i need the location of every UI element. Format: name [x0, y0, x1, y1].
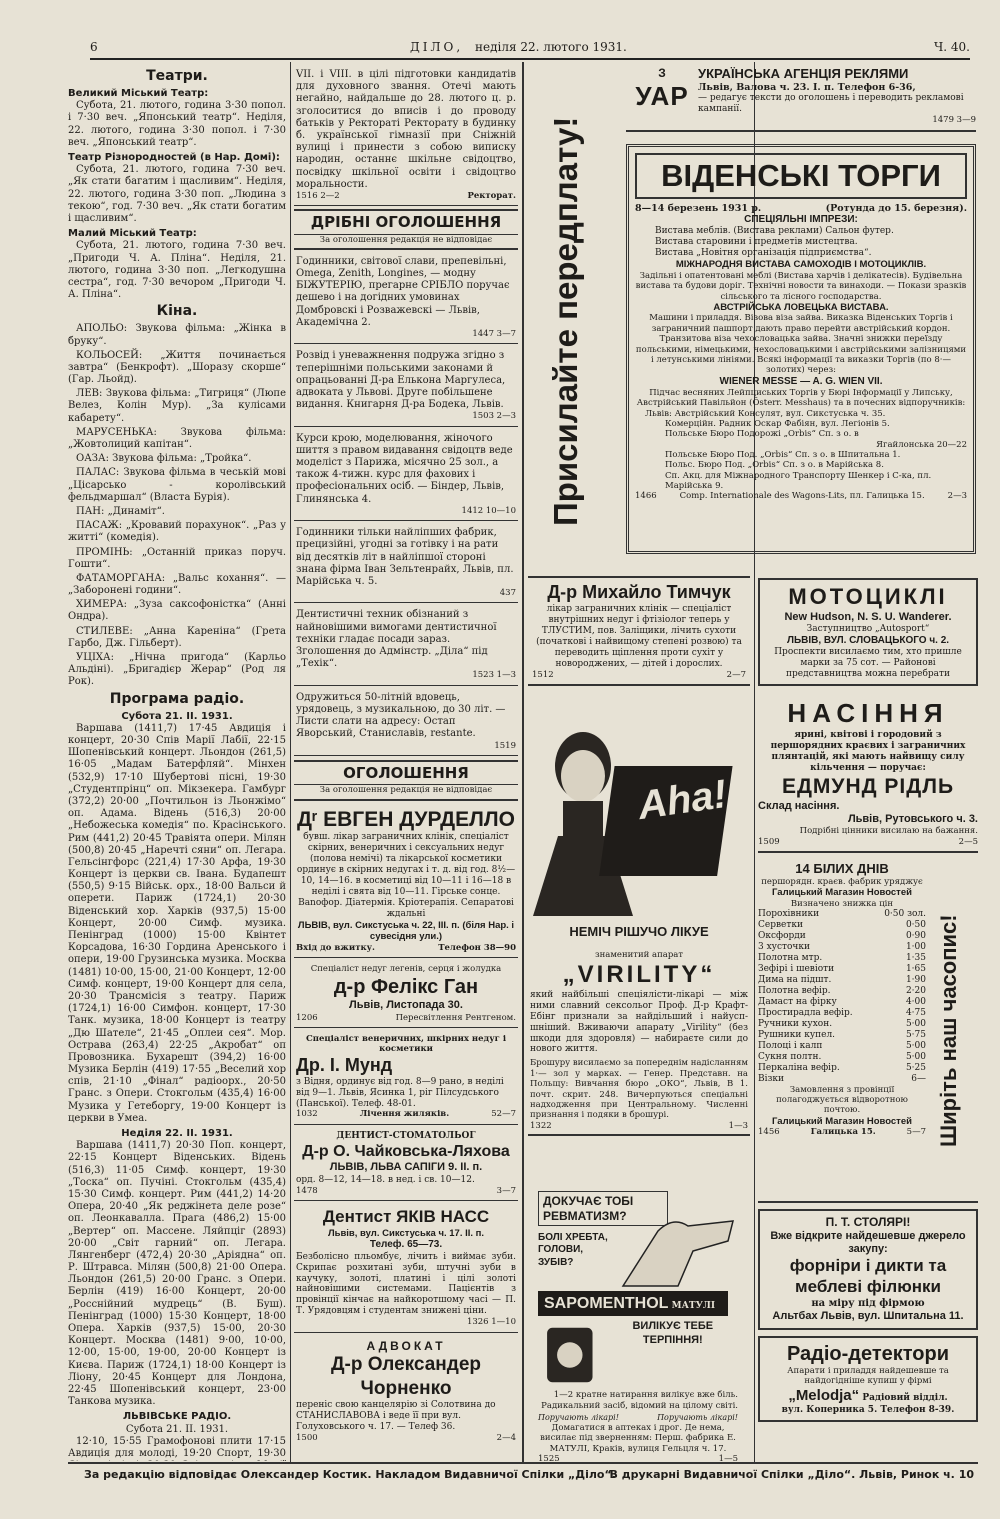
small-ad: [294, 430, 518, 521]
page-number: 6: [90, 40, 98, 54]
agency-name: УКРАЇНСЬКА АГЕНЦІЯ РЕКЛЯМИ: [698, 66, 909, 81]
lviv-radio-schedule: 12·10, 15·55 Грамофонові плити 17·15 Авдиція для молоді, 19·20 Спорт, 19·30: [68, 1435, 286, 1459]
ad-number: 1412 10—10: [461, 505, 516, 516]
brand-banner: [538, 1291, 728, 1317]
price-row: [758, 997, 926, 1008]
cinema-item: КОЛЬОСЕЙ: „Життя починається завтра“ (Бенкрофт). „Шоразу скорше“ (Гар. Льойд).: [68, 349, 286, 386]
theatre-schedule: Субота, 21. лютого, година 3·30 попол. і 7·30 веч. „Японський театр“. Неділя, 22. лютого, година 3·30 попол. і 7·30 веч. „Японський театр“.: [68, 100, 286, 148]
jar-icon: [538, 1320, 602, 1390]
notice-text: VII. і VIII. в цілі підготовки кандидатів для духовного звання. Отечі мають негайно, найдальше до 28. лютого ц. р. зголоситися до вписів і до проводу батьків у Ректораті Ректорату в будинку б. української гімназії при Сніжній вулиці і принести з собою виписку народин, останнє шкільне свідоцтво, посвідку шкільної освіти і свідоцтво моральности.: [296, 69, 516, 190]
small-ad-text: Курси крою, моделювання, жіночого шиття з правом видавання свідоцтв веде моделіст з Парижа, місячно 25 зол., а також 4-тижн. курс для фахових і професіональних осіб. — Біндер, Львів, Глинянська 4.: [296, 432, 513, 505]
item-name: Дамаст на фірку: [758, 996, 837, 1007]
item-price: 2·20: [905, 985, 926, 996]
item-price: 6—: [911, 1073, 926, 1084]
doctor-specialty: ДЕНТИСТ-СТОМАТОЛЬОГ: [336, 1130, 476, 1141]
item-price: 5·00: [905, 1018, 926, 1029]
ad-number: 437: [499, 588, 516, 599]
ad-number: 1512: [532, 669, 554, 680]
notice-signature: Ректорат.: [467, 190, 516, 201]
item-name: Рушники купел.: [758, 1029, 836, 1040]
item-price: 4·00: [905, 996, 926, 1007]
virility-ad: [528, 706, 750, 951]
white-days-ad: [758, 857, 978, 1203]
theatre-name: Театр Різнородностей (в Нар. Домі):: [68, 152, 280, 164]
ad-number: 1516 2—2: [296, 190, 340, 201]
price-row: [758, 909, 926, 920]
theatre-schedule: Субота, 21. лютого, година 7·30 веч. „Як стати багатим і щасливим“. Неділя, 22. лютого, година 3·30 поп. „Людина з текою“, год. 7·30 веч. „Як стати богатим і щасливим“.: [68, 164, 286, 224]
fair-hunt: АВСТРІЙСЬКА ЛОВЕЦЬКА ВИСТАВА.: [713, 301, 889, 313]
ad-subheading: знаменитий апарат: [594, 950, 684, 960]
doctor-specialty: Спеціаліст недуг легенів, серця і жолудка: [310, 964, 502, 975]
small-ad: [294, 606, 518, 685]
ad-heading: НЕМІЧ РІШУЧО ЛІКУЕ: [569, 924, 709, 940]
theatres-title: Театри.: [146, 68, 208, 84]
ad-number: 1466: [635, 491, 657, 502]
veneer-head: П. Т. СТОЛЯРІ!: [825, 1215, 911, 1230]
veneer-ad: [758, 1209, 978, 1330]
moto-text: Проспекти висилаємо тим, хто пришле марки за 75 сот. — Районові представництва можна перебрати: [774, 647, 962, 680]
ad-number: 3—7: [496, 1185, 516, 1196]
radio-address: вул. Коперника 5. Телефон 8-39.: [781, 1404, 955, 1415]
seeds-name: ЕДМУНД РІДЛЬ: [781, 774, 955, 798]
hand-illustration: [618, 1211, 738, 1291]
ad-text: переніс свою канцелярію зі Солотвина до СТАНИСЛАВОВА і веде її при вул. Голуховського ч. 17. — Телеф 36.: [296, 1399, 496, 1432]
ad-number: 2—7: [726, 669, 746, 680]
item-price: 0·50: [905, 920, 926, 931]
wd-text: Замовлення з провінції полагоджується відворотною почтою.: [776, 1084, 908, 1116]
ad-number: 1503 2—3: [472, 411, 516, 422]
small-ads-disclaimer: За оголошення редакція не відповідає: [294, 235, 518, 250]
aha-text: Aha!: [635, 772, 730, 828]
price-row: [758, 1041, 926, 1052]
seeds-text: ярині, квітові і городовий з першорядних краєвих і заграничних плянтацій, які мають найвищу силу кільчення — поручає:: [770, 730, 966, 773]
column-1: [68, 66, 286, 1461]
ad-address: ЛЬВІВ, вул. Сикстуська ч. 22, ІІІ. п. (біля Нар. і сувесідня ули.): [297, 919, 515, 943]
mund-ad: [294, 1031, 518, 1125]
ad-text: лікар заграничних клінік — спеціаліст внутрішних недуг і фтізіолог теперь у ТЛУСТИМ, пов. Заліщики, лічить сухоти (початкові і найвищому степені розвою) та переводить щіплення проти сухіт у новороджених, — дітей і дорослих.: [536, 603, 742, 669]
tymchuk-ad: [528, 576, 750, 686]
ad-number: 1456: [758, 1127, 780, 1138]
radio-title: Радіо-детектори: [786, 1342, 950, 1365]
radio-schedule: Варшава (1411,7) 17·45 Авдиція і концерт, 20·30 Спів Марії Лабії, 22·15 Шопенівський концерт. Льондон (261,5) 16·05 „Мадам Батерфляй“. Мінхен (532,9) 17·10 Шубертові пісні, 19·30 „Студентпрінц“ оп. Мікзекера. Гамбург (372,2) 20·00 „Почтильон із Льонжімо“ оп. Адама. Відень (516,3) 20·00 „Небожеська комедія“ по. Красінського. Рим (441,2) 20·45 Травіята опери. Мілян (500,8) 20·45 „Наречті сяни“ оп. Легара. Гельсінгфорс (221,4) 17·30 Арфа, 19·30 Концерт із церкви св. Івана. Будапешт (550,5) 9·15 Військ. орх., 18·00 Вальси й оперети. Париж (1724,1) 20·30 Віденський хор. Харків (937,5) 15·00 Концерт, 20·00 Симф. музика. Пенінград (1000) 15·00 Квінтет Корсадова, 16·30 Гордина Аренського і опери, 19·00 Грузинська музика. Москва (1481) 10·00, 15·00, 21·00 Концерт, 12·00 Симф. концерт, 19·00 Концерт для села, 20·30 Трансмісія з театру. Париж (1724,1) 16·00 Симфон. концерт, 17·30 Танк. музика, 18·00 Концерт із театру „Дю Шателе“, 21·45 „Оплеи сея“. Мор. Острава (263,4) 22·25 „Акробат“ оп Провозника. Бухарешт (394,2) 16·00 Музика Берлін (419) 17·55 „Веселий хор спів, 21·10 „Фінал“ радіоорх., 20·50 Гранс. з Опери. Стокгольм (435,4) 16·00 Музика у Гетеборгу, 19·00 Концерт із церкви в Умеа.: [68, 722, 286, 1124]
cinema-title: Кіна.: [156, 303, 198, 320]
fair-text: Задільні і опатентовані меблі (Вистава харчів і делікатесів). Будівельна вистава та будови доріг. Технічні новости та винаходи. — Покази зразків сільського та лісного господарства.: [635, 270, 967, 302]
price-row: [758, 953, 926, 964]
brand-name: SAPOMENTHOL: [544, 1294, 669, 1312]
fair-text: Підчас весняних Лейпциських Торгів у Бюрі Інформації у Липську, Австрійський Павільйон (Österr. Messhaus) та в почесних відпоручників:: [636, 387, 966, 409]
small-ads-title: ДРІБНІ ОГОЛОШЕННЯ: [294, 209, 518, 234]
cinema-item: ПАСАЖ: „Кровавий порахунок“. „Раз у житті“ (комедія).: [68, 520, 286, 544]
fair-office: Польс. Бюро Под. „Orbis“ Сп. з о. в Марійська 8.: [665, 460, 884, 471]
wd-store: Галицький Магазин Новостей: [772, 1115, 912, 1127]
agency-logo-mark: З: [658, 66, 666, 80]
wd-note: Визначено знижка цін: [790, 898, 894, 909]
fair-wagons: Comp. Internationale des Wagons-Lits, пл. Галицька 15.: [679, 491, 925, 502]
price-row: [758, 920, 926, 931]
small-ad: [294, 253, 518, 344]
item-price: 1·90: [905, 975, 926, 985]
ad-address: ЛЬВІВ, ЛЬВА САПІГИ 9. ІІ. п.: [329, 1161, 483, 1174]
chaikovska-ad: [294, 1128, 518, 1201]
agency-text: — редагує тексти до оголошень і переводить рекламові кампанії.: [698, 93, 964, 115]
issue-date: неділя 22. лютого 1931.: [475, 40, 627, 54]
theatre-schedule: Субота, 21. лютого, година 7·30 веч. „Пригоди Ч. А. Пліна“. Неділя, 21. лютого, година 3·30 поп. „Легкодушна сестра“, год. 7·30 вечором „Пригоди Ч. А. Пліна“.: [68, 240, 286, 301]
ad-text: Безболісно пльомбує, лічить і виймає зуби. Скрипає розхитані зуби, штучні зуби в каучуку, золоті, платині і цілі золоті найновішими системами. Пацієнтів з провінції кінчає на найкоротшому часі — П. Т. Урядовцям і студентам знижені ціни.: [296, 1251, 516, 1317]
item-name: Зефірі і шевіoти: [758, 964, 835, 975]
price-row: [758, 1063, 926, 1074]
ad-text: Домагатися в аптеках і дрог. Де нема, висилає під зверненням: Перш. фабрика Е. МАТУЛІ, Краків, вулиця Гельцля ч. 17.: [540, 1422, 736, 1454]
masthead: ДІЛО,: [410, 40, 464, 54]
fair-special: СПЕЦІЯЛЬНІ ІМПРЕЗИ:: [744, 214, 858, 226]
ad-number: 1519: [494, 740, 516, 751]
fair-rotunda: (Ротунда до 15. березня).: [825, 202, 967, 214]
page-header: [90, 38, 970, 58]
radio-title: Програма радіо.: [109, 690, 245, 707]
item-name: Серветки: [758, 920, 803, 931]
small-ad-text: Годинники, світової слави, препевільні, Omega, Zenith, Longines, — модну БІЖУТЕРІЮ, прегарне СРІБЛО поручає дешево і на догідних умовинах Домбровскі і Розважевскі — Львів, Академічна 2.: [296, 255, 510, 328]
ad-note: Вхід до вжитку.: [296, 943, 375, 954]
fair-text: Машини і приладдя. Візова віза зайва. Виказка Віденських Торгів і заграничний пашпорт дають право перейти австрійський кордон. Транзитова віза чехословацька зайва. Значні знижки переїзду польськими, німецькими, чехословацькими і австрійськими залізницями і летунськими лініями. Всякі інформації та виказки Торгів (по 8·— золотих) через:: [635, 313, 967, 376]
theatre-name: Великий Міський Театр:: [68, 88, 209, 100]
price-row: [758, 964, 926, 975]
doctor-name: д-р Фелікс Ган: [333, 975, 479, 998]
sapomenthol-ad: [538, 1191, 738, 1466]
price-row: [758, 942, 926, 953]
nass-ad: [294, 1204, 518, 1333]
item-price: 5·25: [905, 1062, 926, 1073]
item-price: 0·50 зол.: [884, 909, 926, 920]
lawyer-name: Д-р Олександер Чорненко: [331, 1354, 481, 1399]
ad-text: Брошуру висилаємо за попереднім надісланням 1·— зол у марках. — Генер. Представн. на Польщу: Вивчання бюро „ОКО“, Львів, В 1. почт. скрит. 248. Вичерпуються спеціальні надходження при Центральному. Численні признання і подяки в брошурі.: [530, 1058, 748, 1121]
ad-number: 1326 1—10: [466, 1317, 516, 1328]
ad-number: 2—3: [947, 491, 967, 502]
doctor-specialty: Спеціаліст венеричних, шкірних недуг і косметики: [305, 1033, 507, 1055]
cinema-item: ОАЗА: Звукова фільма: „Тройка“.: [76, 453, 252, 465]
seeds-address: Львів, Рутовського ч. 3.: [847, 812, 978, 825]
ad-address: Львів, вул. Сикстуська ч. 17. ІІ. п.: [327, 1227, 485, 1239]
seeds-text: Подрібні цінники висилаю на бажання.: [799, 826, 978, 837]
fair-office: Ягайлонська 20—22: [876, 439, 967, 450]
column-4: [758, 578, 978, 1468]
lviv-radio-title: ЛЬВІВСЬКЕ РАДІО.: [122, 1411, 232, 1423]
ad-subheading: БОЛІ ХРЕБТА, ГОЛОВИ, ЗУБІВ?: [538, 1232, 608, 1268]
item-price: 4·75: [905, 1007, 926, 1018]
wd-sub: першорядн. краєв. фабрик уряджує: [761, 876, 923, 887]
seeds-title: НАСІННЯ: [787, 698, 949, 729]
price-row: [758, 1074, 926, 1085]
fair-title: ВІДЕНСЬКІ ТОРГИ: [635, 153, 967, 199]
fair-office: Сп. Акц. для Міжнародного Транспорту Шенкер і С-ка, пл. Марійська 9.: [665, 470, 932, 492]
ad-number: 1—5: [718, 1453, 738, 1464]
fair-office: Польське Бюро Под. „Orbis“ Сп. з о. в Шпитальна 1.: [665, 449, 901, 460]
subscription-slogan: Присилайте передплату!: [547, 116, 584, 526]
cinema-item: ФАТАМОРГАНА: „Вальс кохання“. — „Заборонені години“.: [68, 572, 286, 597]
ad-text: з Відня, ординує від год. 8—9 рано, в неділі від 9—1. Львів, Ясинка 1, ріг Пілсудського (Панської). Телеф. 48-01.: [296, 1076, 504, 1109]
small-ad-text: Годинники тільки найліпших фабрик, прецизійні, угодні за готівку і на рати від десятків літ в найліпшої стороні знана фірма Іван Зельтенрайх, Львів, пл. Марійська ч. 5.: [296, 527, 514, 587]
radio-text: Апарати і приладдя найдешевше та найдогідніше купиш у фірмі: [787, 1365, 949, 1387]
radio-date: Субота 21. II. 1931.: [121, 710, 233, 722]
price-row: [758, 1052, 926, 1063]
gan-ad: [294, 961, 518, 1028]
ad-slogan: ВИЛІКУЄ ТЕБЕ ТЕРПІННЯ!: [632, 1320, 714, 1346]
ad-number: 2—4: [496, 1432, 516, 1443]
small-ad-text: Розвід і уневажнення подружа згідно з теперішніми польськими законами й опрацьованні Д-ра Ельконa Маргулеса, адвоката у Львові. Друге побільшене видання. Книгарня Д-ра Бодека, Львів.: [296, 350, 506, 411]
vienna-fair-ad: [626, 144, 976, 554]
price-row: [758, 1030, 926, 1041]
price-row: [758, 986, 926, 997]
moto-address: ЛЬВІВ, ВУЛ. СЛОВАЦЬКОГО ч. 2.: [786, 635, 950, 647]
fair-dates: 8—14 березень 1931 р.: [635, 202, 762, 214]
ads-disclaimer: За оголошення редакція не відповідає: [294, 785, 518, 800]
agency-address: Львів, Валова ч. 23. І. п. Телефон 6-36,: [698, 81, 916, 93]
virility-text: [528, 950, 750, 1136]
cinema-item: ХИМЕРА: „Зуза саксофоністка“ (Анні Ондра).: [68, 599, 286, 623]
ad-hours: орд. 8—12, 14—18. в нед. і св. 10—12.: [296, 1174, 475, 1185]
ad-number: 1525: [538, 1453, 560, 1464]
cinema-item: АПОЛЬО: Звукова фільма: „Жінка в брукy“.: [68, 323, 286, 347]
fair-messe: WIENER MESSE — A. G. WIEN VII.: [719, 375, 883, 387]
item-price: 5·00: [905, 1051, 926, 1062]
cinema-item: СТИЛЕВЕ: „Анна Кареніна“ (Грета Гарбо, Дж. Гільберт).: [68, 625, 286, 649]
agency-logo: УАР: [635, 80, 689, 111]
wd-price-list: [758, 909, 926, 1085]
column-2: [294, 66, 518, 1461]
price-row: [758, 975, 926, 986]
durdello-ad: [294, 804, 518, 959]
item-name: Візки: [758, 1073, 785, 1084]
price-row: [758, 1008, 926, 1019]
doctor-name: Др. І. Мунд: [296, 1054, 393, 1075]
ad-address: Львів, Листопада 30.: [349, 999, 463, 1012]
radio-firm: „Melodja“: [788, 1386, 860, 1404]
moto-ad: [758, 578, 978, 686]
spread-slogan: Ширіть наш часопис!: [936, 914, 961, 1148]
product-name: „VIRILITY“: [562, 961, 716, 989]
doctor-name: Д-р Михайло Тимчук: [547, 582, 731, 602]
seminary-notice: [294, 66, 518, 206]
doctor-name: Дʳ ЕВГЕН ДУРДЕЛЛО: [297, 807, 515, 831]
ad-recommend: Поручають лікарі!: [657, 1413, 738, 1423]
radio-schedule: Варшава (1411,7) 20·30 Поп. концерт, 22·15 Концерт Віденських. Відень (516,3) 11·05 Симф. концерт, 19·30 „Тоска“ оп. Пучіні. Стокгольм (435,4) 15·30 Симф. концерт. Рим (441,2) 14·20 Опера, 20·40 „Як реджінета деле розе“ оп. Леонкавалла. Прага (486,2) 15·00 „Вертер“ оп. Массене. Ляйпціг (2893) 20·00 „Світ гарний“ оп. Легара. Лянгенберг (472,4) 20·30 „Аріядна“ оп. Р. Штравса. Мілян (500,8) 21·00 Опера. Льондон (261,5) 20·00 Гранс. з Опери. Берлін (419) 16·00 Концерт, 20·00 „Росснійний мудрець“ (В. Буш). Пенінград (1000) 15·30 Концерт, 18·00 Опера. Харків (937,5) 15·00, 20·30 Концерт. Москва (1481) 9·00, 10·00, 12·00, 15·00, 19·00, 20·00 Концерт із Києва. Париж (1724,1) 18·00 Концерт із Ліону, 20·45 Концерт для Лондона, 22·45 Шопенівський концерт, 23·00 Танкова музика.: [68, 1140, 286, 1408]
item-name: Дима на підшт.: [758, 975, 832, 985]
item-price: 1·65: [905, 964, 926, 975]
ad-note: Лічення жиляків.: [359, 1109, 450, 1120]
advocate-ad: [294, 1336, 518, 1447]
item-price: 1·00: [905, 942, 926, 953]
dentist-name: Дентист ЯКІВ НАСС: [322, 1207, 490, 1227]
ads-title: ОГОЛОШЕННЯ: [294, 760, 518, 785]
item-name: 3 хусточки: [758, 942, 810, 953]
item-name: Полотна вефір.: [758, 985, 831, 996]
fair-office: Комерційн. Радник Оскар Фабіян, вул. Легіонів 5.: [665, 418, 890, 429]
wd-title: 14 БІЛИХ ДНІВ: [795, 861, 889, 877]
ad-number: 1322: [530, 1120, 552, 1131]
item-name: Порохівники: [758, 909, 820, 920]
lviv-radio-date: Субота 21. II. 1931.: [125, 1423, 229, 1435]
item-name: Оксфорди: [758, 931, 806, 942]
ad-number: 1523 1—3: [472, 670, 516, 681]
small-ad-text: Дентистичні техник обізнаний з найновішими вимогами дентистичної техніки гладає посади зараз. Зголошення до Адмінстр. „Діла“ під „Техік“.: [296, 609, 497, 670]
ad-number: 1478: [296, 1185, 318, 1196]
ad-text: 1—2 кратне натирання вилікує вже біль. Радикальний засіб, відомий на цілому світі.: [541, 1390, 738, 1411]
fair-item: Виставa меблів. (Вистава реклами) Сальон футер.: [655, 226, 894, 237]
ad-number: 1509: [758, 836, 780, 847]
ad-number: 1032: [296, 1109, 318, 1120]
wd-store: Галицький Магазин Новостей: [772, 887, 912, 899]
ad-phone: Телефон 38—90: [438, 943, 516, 954]
theatre-name: Малий Міський Театр:: [68, 228, 197, 240]
ad-number: 5—7: [906, 1127, 926, 1138]
ad-heading: АДВОКАТ: [366, 1338, 446, 1353]
ad-text: який найбільші спеціялісти-лікарі — між ними славний сексольог Проф. Д-р Крафт-Ебінг признали за найдільший і найусп-шніший. Вживаючи апарату „Virility“ (без шкоди для здоровля) — набираєте сили до нового життя.: [530, 989, 748, 1055]
small-ad-text: Одружиться 50-літній вдовець, урядовець, з музикальною, до 30 літ. — Листи слати на адресу: Остап Яворський, Станиславів, restante.: [296, 691, 506, 740]
ad-note: Пересвітлення Рентгеном.: [395, 1012, 516, 1023]
veneer-q: Вже відкрите найдешевше джерело закупу:: [770, 1229, 966, 1256]
ad-number: 1500: [296, 1432, 318, 1443]
footer-printer: В друкарні Видавничої Спілки „Діло“. Львів, Ринок ч. 10: [609, 1468, 974, 1481]
ad-recommend: Поручають лікарі!: [538, 1413, 619, 1423]
item-price: 0·90: [905, 931, 926, 942]
small-ad: [294, 347, 518, 426]
brand-maker: МАТУЛІ: [671, 1300, 716, 1311]
cinema-item: ПРОМІНЬ: „Останній приказ поруч. Гошти“.: [68, 546, 286, 570]
ad-number: 1—3: [728, 1120, 748, 1131]
ad-number: 2—5: [958, 836, 978, 847]
fair-office: Польське Бюро Подорожі „Orbis“ Сп. з о. в: [665, 429, 859, 440]
fair-office: Львів: Австрійський Консулят, вул. Сикстуська ч. 35.: [645, 408, 886, 419]
ad-number: 1447 3—7: [472, 329, 516, 340]
fair-item: Вистава „Новітня організація підприємства“.: [655, 248, 872, 259]
wd-address: Галицька 15.: [810, 1127, 876, 1138]
item-price: 5·00: [905, 1040, 926, 1051]
item-name: Полоці і калп: [758, 1040, 823, 1051]
seeds-store: Склад насіння.: [758, 799, 840, 812]
small-ad: [294, 689, 518, 756]
price-row: [758, 931, 926, 942]
radio-dept: Радіовий відділ.: [862, 1392, 948, 1403]
ua-agency-ad: [626, 66, 976, 571]
cinema-item: ПАЛАС: Звукова фільма в чеській мові „Цісарсько - королівський фельдмаршал“ (Влаcта Бурія).: [68, 467, 286, 503]
radio-date: Неділя 22. II. 1931.: [121, 1128, 233, 1140]
veneer-goods: форніри і дикти та меблеві філюнки: [789, 1256, 947, 1297]
veneer-firm: Альтбах Львів, вул. Шпитальна 11.: [772, 1310, 964, 1323]
ad-number: 1479 3—9: [932, 115, 976, 126]
cinema-item: ПАН: „Динаміт“.: [76, 505, 165, 517]
item-name: Простирадла вефір.: [758, 1007, 853, 1018]
fair-moto: МІЖНАРОДНЯ ВИСТАВА САМОХОДІВ І МОТОЦИКЛІВ.: [675, 259, 927, 271]
seeds-ad: [758, 694, 978, 853]
item-name: Перкалінa вефір.: [758, 1062, 840, 1073]
ad-phone: Телеф. 65—73.: [369, 1239, 443, 1251]
item-price: 5·75: [905, 1029, 926, 1040]
radio-ad: [758, 1336, 978, 1422]
ad-heading: ДОКУЧАЄ ТОБІ РЕВМАТИЗМ?: [538, 1191, 668, 1226]
cinema-item: УЦІХА: „Нічна пригода“ (Карльо Альдіні). „Бригадієр Жерар“ (Род ля Рок).: [68, 652, 286, 688]
ad-number: 1206: [296, 1012, 318, 1023]
fair-item: Вистава старовини і предметів мистецтва.: [655, 237, 858, 248]
item-name: Сукня полтн.: [758, 1051, 822, 1062]
issue-number: Ч. 40.: [934, 40, 970, 54]
ad-number: 52—7: [491, 1109, 516, 1120]
moto-agent: Заступництво „Autosport“: [806, 624, 930, 635]
item-name: Ручники кухон.: [758, 1018, 833, 1029]
item-name: Полотна мтр.: [758, 953, 823, 964]
price-row: [758, 1019, 926, 1030]
ad-text: бувш. лікар заграничних клінік, спеціаліст скірних, венеричних і сексуальних недуг (полова немічі) та лікарської косметики ординує в скірних недугах і т. д. від год. 8½—10, 14—16. в косметиці від 10—11 і 16—18 в неділі і свята від 10—11. Гірське сонце. Ваnoфор. Діатермія. Кріотерапія. Сепаратові ждальні: [296, 832, 516, 919]
small-ad: [294, 524, 518, 603]
cinema-item: ЛЕВ: Звукова фільма: „Тигриця“ (Люпе Велез, Колін Мур). „За кулісами кабарету“.: [68, 388, 286, 424]
footer-editor: За редакцію відповідає Олександер Костик. Накладом Видавничої Спілки „Діло“.: [84, 1468, 616, 1481]
moto-brands: New Hudson, N. S. U. Wanderer.: [784, 610, 952, 623]
item-price: 1·35: [905, 953, 926, 964]
doctor-name: Д-р О. Чайковська-Ляхова: [302, 1142, 510, 1160]
cinema-item: МАРУСЕНЬКА: Звукова фільма: „Жовтолиций капітан“.: [68, 426, 286, 451]
veneer-text: на міру під фірмою: [811, 1297, 925, 1309]
moto-title: МОТОЦИКЛІ: [788, 584, 948, 609]
